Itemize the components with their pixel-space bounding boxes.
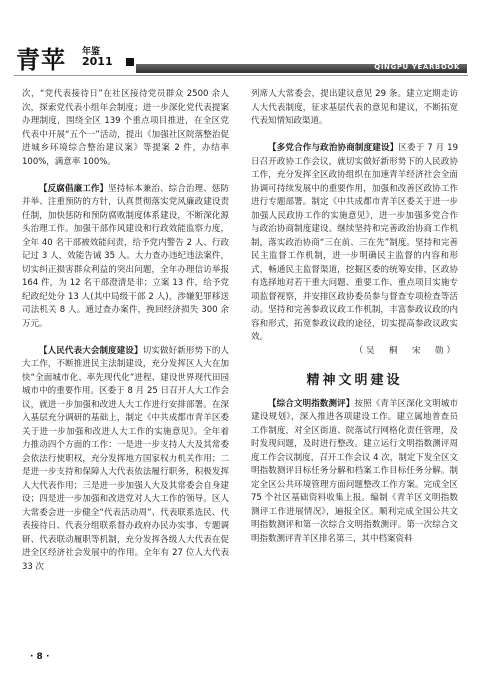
page-number: · 8 · (30, 652, 50, 662)
civilization-index-text: 按照《青羊区深化文明城市建设规划》，深入推进各项建设工作。建立属地普查员工作制度，对全区街道、院落试行网格化责任管理，及时发现问题，及时进行整改。建立运行文明指数测评周度工作会议制度，召开工作会议 4 次，制定下发全区文明指数测评目标任务分解和档案工作目标任务分解。制定全区公共环境管理方面问题整改工作方案。完成全区 75 个社区基础资料收集上报。编制《青羊区文明指数测评工作进展情况》，遍报全区。顺利完成全国公共文明指数测评和第一次综合文明指数测评。第一次综合文明指数测评青羊区排名第三，其中档案资料 (251, 398, 458, 544)
section-title-spiritual-civilization: 精神文明建设 (306, 373, 403, 388)
spacer (22, 331, 229, 345)
right-paragraph-continued: 列席人大常委会，提出建议意见 29 条。建立定期走访人大代表制度，征求基层代表的意见和建议，不断拓宽代表知情知政渠道。 (251, 89, 458, 126)
logo-script-text: 青苹 (16, 45, 66, 74)
multiparty-text: 区委于 7 月 19 日召开政协工作会议，就切实做好新形势下的人民政协工作，充分发挥全区政协组织在加速青羊经济社会全面协调可持续发展中的重要作用，加强和改善区政协工作进行专题部署。制定《中共成都市青羊区委关于进一步加强人民政协工作的实施意见》，进一步加强多党合作与政治协商制度建设。继续坚持和完善政治协商工作机制，落实政治协商“三在前、三在先”制度。坚持和完善民主监督工作机制，进一步明确民主监督的内容和形式，畅通民主监督渠道，挖掘区委的统筹安排，区政协有选择地对若干重大问题、重要工作、重点项目实施专项监督视察，并安排区政协委员参与督查专项检查等活动。坚持和完善参政议政工作机制，丰富参政议政的内容和形式，拓宽参政议政的途径，切实提高参政议政实效。 (251, 143, 458, 342)
header-rule (14, 75, 468, 76)
anticorruption-text: 坚持标本兼治、综合治理、惩防并举、注重预防的方针，认真贯彻落实党风廉政建设责任制，加快惩防和预防腐败制度体系建设，不断深化源头治理工作。加强干部作风建设和行政效能监察力度，全年 40 名干部被效能问责，给予党内警告 2 人、行政记过 3 人，效能告诫 35 人。大力查办违纪违法案件，切实纠正损害群众利益的突出问题，全年办理信访举报 164 件，为 12 名干部澄清是非；立案 13 件，给予党纪政纪处分 13 人(其中局级干部 2 人)，涉嫌犯罪移送司法机关 8 人。通过查办案件，挽回经济损失 300 余万元。 (22, 183, 229, 329)
header-english-title: QINGPU YEARBOOK (374, 63, 460, 71)
spacer (22, 169, 229, 183)
anticorruption-paragraph (22, 183, 229, 332)
right-column (251, 88, 458, 546)
left-paragraph-continued: 次，“党代表接待日”在社区接待党员群众 2500 余人次，探索党代表小组年会制度；进一步深化党代表提案办理制度，围绕全区 139 个重点项目推进，在全区党代表中开展“五个一”活动，提出《加强社区院落整治促进城乡环境综合整治建议案》等提案 2 件，办结率 100%，满意率 100%。 (22, 89, 229, 167)
section-heading-anticorruption: 【反腐倡廉工作】 (39, 183, 109, 194)
logo-year: 2011 (82, 55, 113, 68)
peoples-congress-paragraph (22, 345, 229, 575)
section-heading-civilization-index: 【综合文明指数测评】 (268, 398, 355, 409)
logo-square-icon (126, 58, 134, 66)
page-header (0, 0, 480, 80)
spacer (251, 129, 458, 143)
multiparty-paragraph (251, 142, 458, 345)
author-byline: （吴 桐 宋 勋） (354, 345, 458, 356)
section-heading-multiparty: 【多党合作与政治协商制度建设】 (268, 143, 399, 153)
left-column (22, 88, 229, 574)
logo-subtitle: 年鉴 (82, 47, 101, 57)
peoples-congress-text: 切实做好新形势下的人大工作，不断推进民主法制建设，充分发挥区人大在加快“全面城市化、率先现代化”进程、建设世界现代田园城市中的重要作用。区委于 8 月 25 日召开人大工作会议，就进一步加强和改进人大工作进行安排部署。在深入基层充分调研的基础上，制定《中共成都市青羊区委关于进一步加强和改进人大工作的实施意见》。全年着力推动四个方面的工作：一是进一步支持人大及其常委会依法行使职权，充分发挥地方国家权力机关作用；二是进一步支持和保障人大代表依法履行职务，积极发挥人大代表作用；三是进一步加强人大及其常委会自身建设；四是进一步加强和改进党对人大工作的领导。区人大常委会进一步健全“代表活动周”、代表联系选民、代表接待日、代表分组联系督办政府办民办实事、专题调研、代表联动履职等机制，充分发挥各级人大代表在促进全区经济社会发展中的作用。全年有 27 位人大代表 33 次 (22, 345, 229, 572)
section-heading-peoples-congress: 【人民代表大会制度建设】 (39, 345, 143, 356)
civilization-index-paragraph (251, 398, 458, 547)
